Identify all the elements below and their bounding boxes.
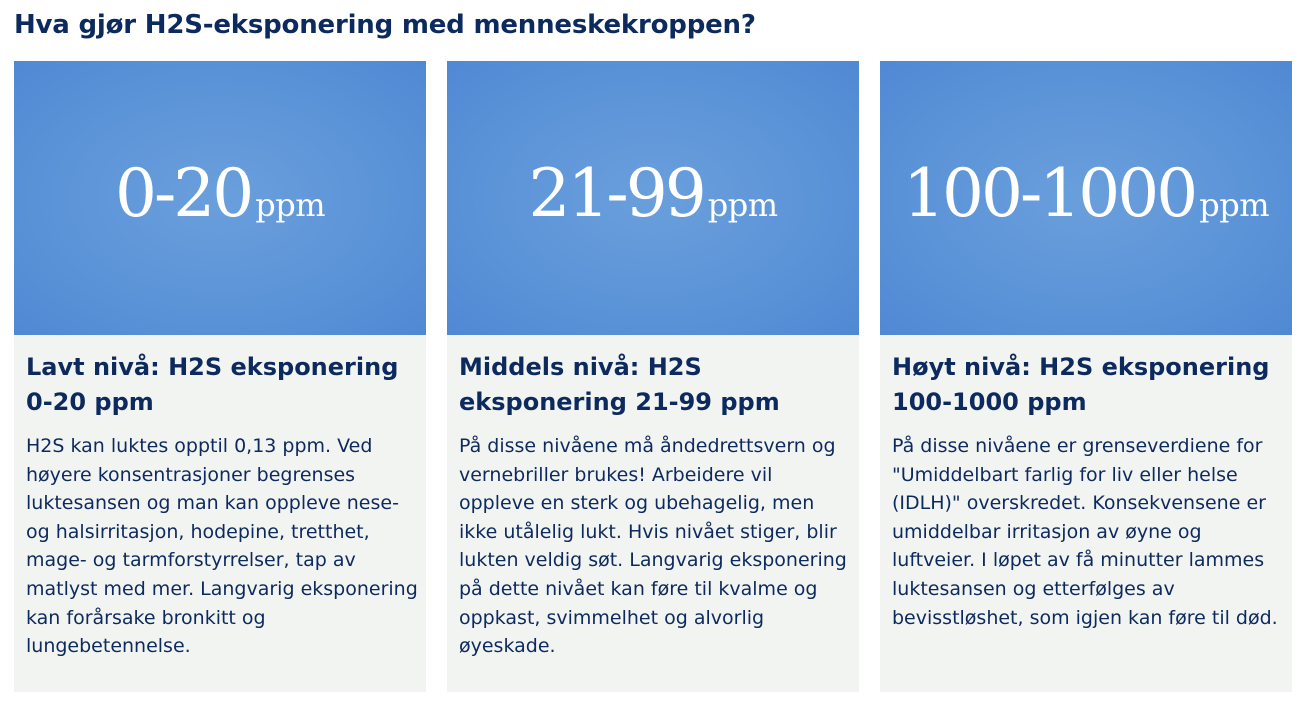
banner-value	[447, 155, 859, 232]
banner-image-high	[880, 61, 1292, 335]
exposure-level-cards	[14, 61, 1294, 692]
card-low-level	[14, 61, 426, 692]
banner-number: 0-20	[114, 155, 252, 232]
card-medium-level	[447, 61, 859, 692]
card-title: Høyt nivå: H2S eksponering 100-1000 ppm	[892, 353, 1270, 416]
card-description: H2S kan luktes opptil 0,13 ppm. Ved høyere konsentrasjoner begrenses luktesansen og man kan oppleve nese- og halsirritasjon, hodepine, tretthet, mage- og tarmforstyrrelser, tap av matlyst med mer. Langvarig eksponering kan forårsake bronkitt og lungebetennelse.	[26, 435, 418, 658]
card-description: På disse nivåene er grenseverdiene for "Umiddelbart farlig for liv eller helse (IDLH)" overskredet. Konsekvensene er umiddelbar irritasjon av øyne og luftveier. I løpet av få minutter lammes luktesansen og etterfølges av bevisstløshet, som igjen kan føre til død.	[892, 435, 1278, 629]
banner-unit: ppm	[255, 186, 326, 224]
card-title: Lavt nivå: H2S eksponering 0-20 ppm	[26, 353, 399, 416]
banner-unit: ppm	[707, 186, 778, 224]
card-description: På disse nivåene må åndedrettsvern og vernebriller brukes! Arbeidere vil oppleve en sterk og ubehagelig, men ikke utålelig lukt. Hvis nivået stiger, blir lukten veldig søt. Langvarig eksponering på dette nivået kan føre til kvalme og oppkast, svimmelhet og alvorlig øyeskade.	[459, 435, 847, 658]
card-high-level	[880, 61, 1292, 692]
banner-number: 21-99	[528, 155, 704, 232]
banner-number: 100-1000	[902, 155, 1196, 232]
banner-value	[880, 155, 1292, 232]
banner-image-medium	[447, 61, 859, 335]
page-title: Hva gjør H2S-eksponering med menneskekroppen?	[14, 10, 756, 40]
banner-unit: ppm	[1199, 186, 1270, 224]
card-title: Middels nivå: H2S eksponering 21-99 ppm	[459, 353, 780, 416]
banner-image-low	[14, 61, 426, 335]
banner-value	[14, 155, 426, 232]
